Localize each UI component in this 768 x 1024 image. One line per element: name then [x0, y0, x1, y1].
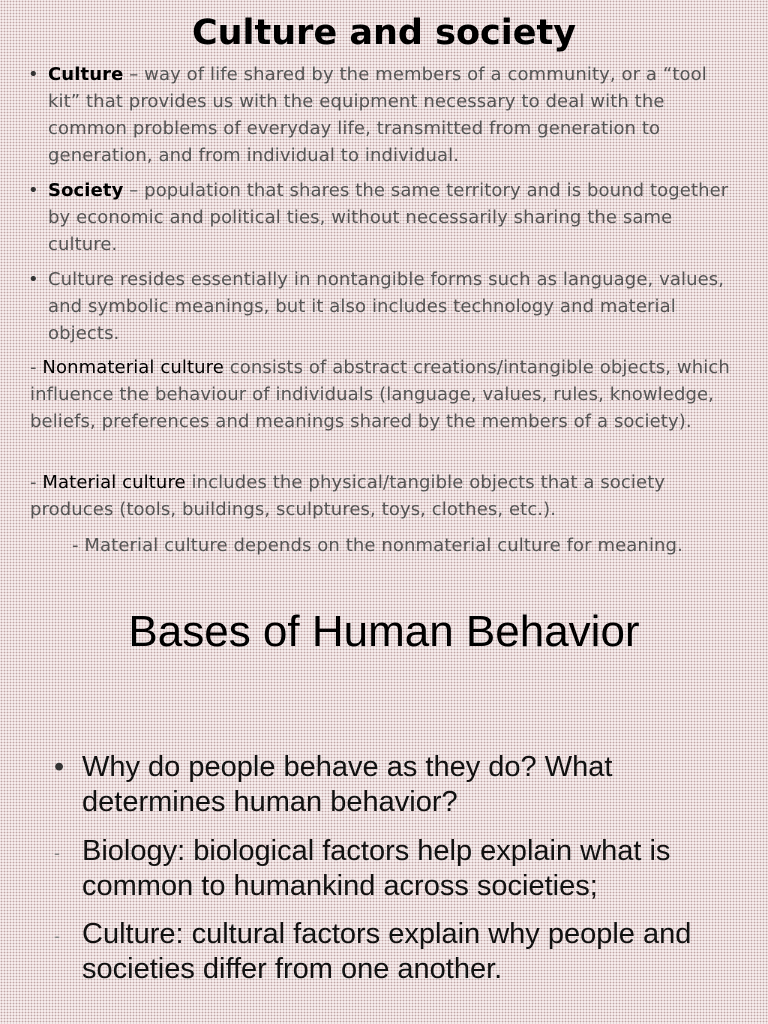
culture-item: [54, 917, 734, 987]
bullet-society-definition: [28, 177, 740, 258]
term-society: Society: [48, 180, 124, 201]
sub-item-prefix: -: [30, 357, 43, 378]
definition-text: – way of life shared by the members of a community, or a “tool kit” that provides us with the equipment necessary to deal with the common problems of everyday life, transmitted from generation to generation, and from individual to individual.: [48, 64, 707, 166]
sub-sub-item-material-depends: - Material culture depends on the nonmaterial culture for meaning.: [72, 535, 683, 556]
biology-text: : biological factors help explain what is common to humankind across societies;: [82, 835, 671, 902]
term-material-culture: Material culture: [42, 472, 186, 493]
term-nonmaterial-culture: Nonmaterial culture: [42, 357, 224, 378]
bullet-culture-forms: [28, 266, 740, 347]
sub-item-prefix: -: [30, 472, 43, 493]
term-biology: Biology: [82, 835, 178, 867]
dash-bullet-icon: -: [54, 926, 60, 946]
biology-content: [82, 834, 734, 904]
culture-content: [82, 917, 734, 987]
term-culture-factor: Culture: [82, 918, 176, 950]
question-bullet: [54, 750, 734, 820]
sub-item-material-culture: [30, 469, 750, 523]
bullet-dot-icon: •: [28, 269, 39, 290]
bullet-dot-icon: •: [28, 180, 39, 201]
culture-text: : cultural factors explain why people and societies differ from one another.: [82, 918, 692, 985]
sub-item-text: includes the physical/tangible objects that a society produces (tools, buildings, sculptures, toys, clothes, etc.).: [30, 472, 666, 520]
bullet-content: [48, 177, 740, 258]
biology-item: [54, 834, 734, 904]
bullet-text: Culture resides essentially in nontangible forms such as language, values, and symbolic meanings, but it also includes technology and material objects.: [48, 269, 725, 344]
definition-text: – population that shares the same territory and is bound together by economic and political ties, without necessarily sharing the same culture.: [48, 180, 729, 255]
sub-item-nonmaterial-culture: [30, 354, 750, 435]
bullet-content: [48, 61, 740, 169]
bullet-culture-definition: [28, 61, 740, 169]
bullet-dot-icon: •: [54, 751, 65, 783]
dash-bullet-icon: -: [54, 843, 60, 863]
sub-item-text: consists of abstract creations/intangible objects, which influence the behaviour of individuals (language, values, rules, knowledge, beliefs, preferences and meanings shared by the members of a society).: [30, 357, 730, 432]
bullet-dot-icon: •: [28, 64, 39, 85]
question-text: Why do people behave as they do? What determines human behavior?: [82, 751, 613, 818]
section-title: Bases of Human Behavior: [128, 607, 640, 656]
term-culture: Culture: [48, 64, 124, 85]
slide-title: Culture and society: [191, 13, 577, 53]
